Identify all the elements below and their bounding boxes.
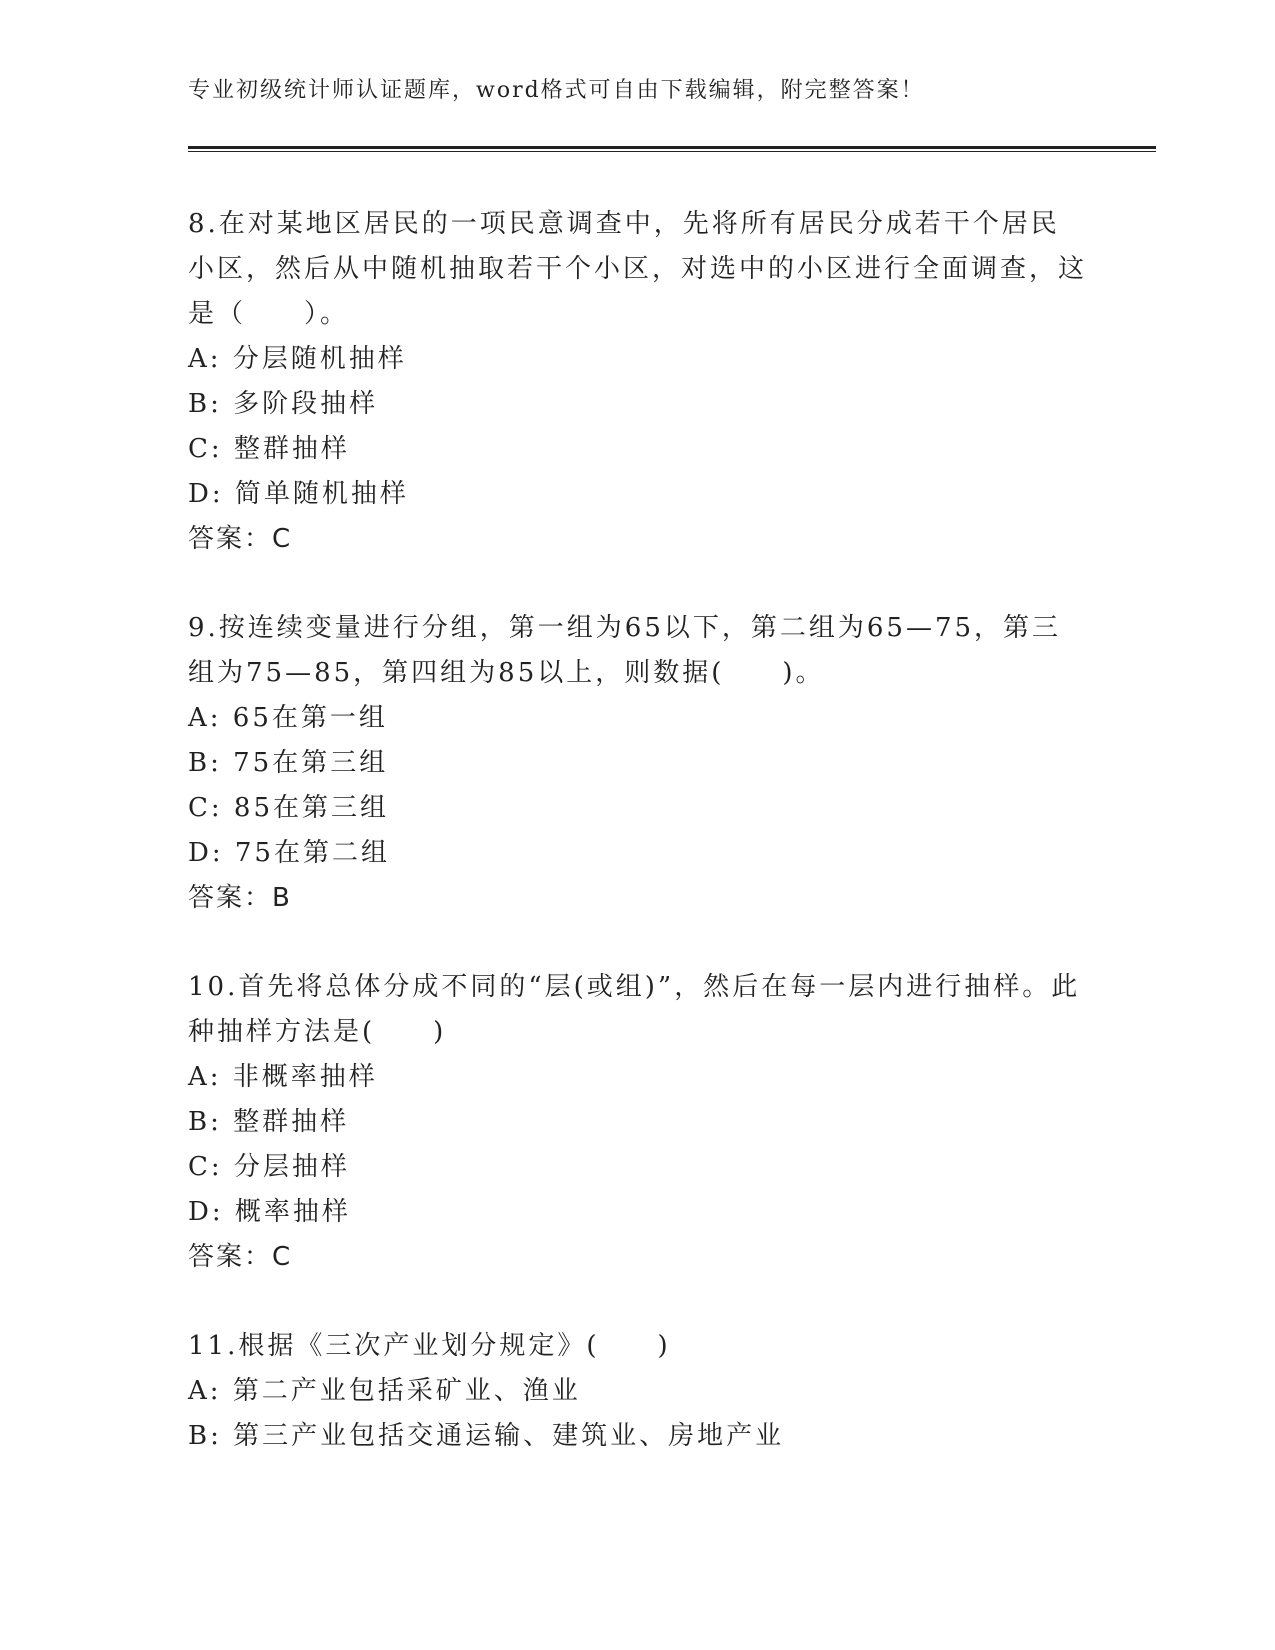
page-header: 专业初级统计师认证题库，word格式可自由下载编辑，附完整答案！: [188, 78, 925, 103]
option-a: A: 第二产业包括采矿业、渔业: [188, 1376, 581, 1406]
option-a: A: 65在第一组: [188, 703, 388, 733]
answer-line: 答案：C: [188, 1242, 293, 1272]
option-d: D: 概率抽样: [188, 1197, 351, 1227]
option-c: C: 整群抽样: [188, 434, 350, 464]
option-b: B: 多阶段抽样: [188, 389, 379, 419]
question-list: [188, 202, 1088, 1503]
option-a: A: 非概率抽样: [188, 1062, 378, 1092]
option-d: D: 简单随机抽样: [188, 479, 409, 509]
option-c: C: 分层抽样: [188, 1152, 350, 1182]
question-stem: 8.在对某地区居民的一项民意调查中，先将所有居民分成若干个居民小区，然后从中随机抽取若干个小区，对选中的小区进行全面调查，这是（ ）。: [188, 209, 1088, 329]
question-stem: 11.根据《三次产业划分规定》( ): [188, 1331, 671, 1361]
option-d: D: 75在第二组: [188, 838, 390, 868]
question-10: [188, 965, 1088, 1280]
header-divider: [188, 146, 1156, 149]
question-9: [188, 606, 1088, 921]
option-a: A: 分层随机抽样: [188, 344, 407, 374]
option-c: C: 85在第三组: [188, 793, 390, 823]
option-b: B: 整群抽样: [188, 1107, 350, 1137]
answer-line: 答案：B: [188, 883, 292, 913]
question-11: [188, 1324, 1088, 1459]
option-b: B: 第三产业包括交通运输、建筑业、房地产业: [188, 1421, 785, 1451]
answer-line: 答案：C: [188, 524, 293, 554]
question-8: [188, 202, 1088, 562]
question-stem: 10.首先将总体分成不同的“层(或组)”，然后在每一层内进行抽样。此种抽样方法是( ): [188, 972, 1081, 1047]
question-stem: 9.按连续变量进行分组，第一组为65以下，第二组为65—75，第三组为75—85，第四组为85以上，则数据( )。: [188, 613, 1062, 688]
option-b: B: 75在第三组: [188, 748, 389, 778]
